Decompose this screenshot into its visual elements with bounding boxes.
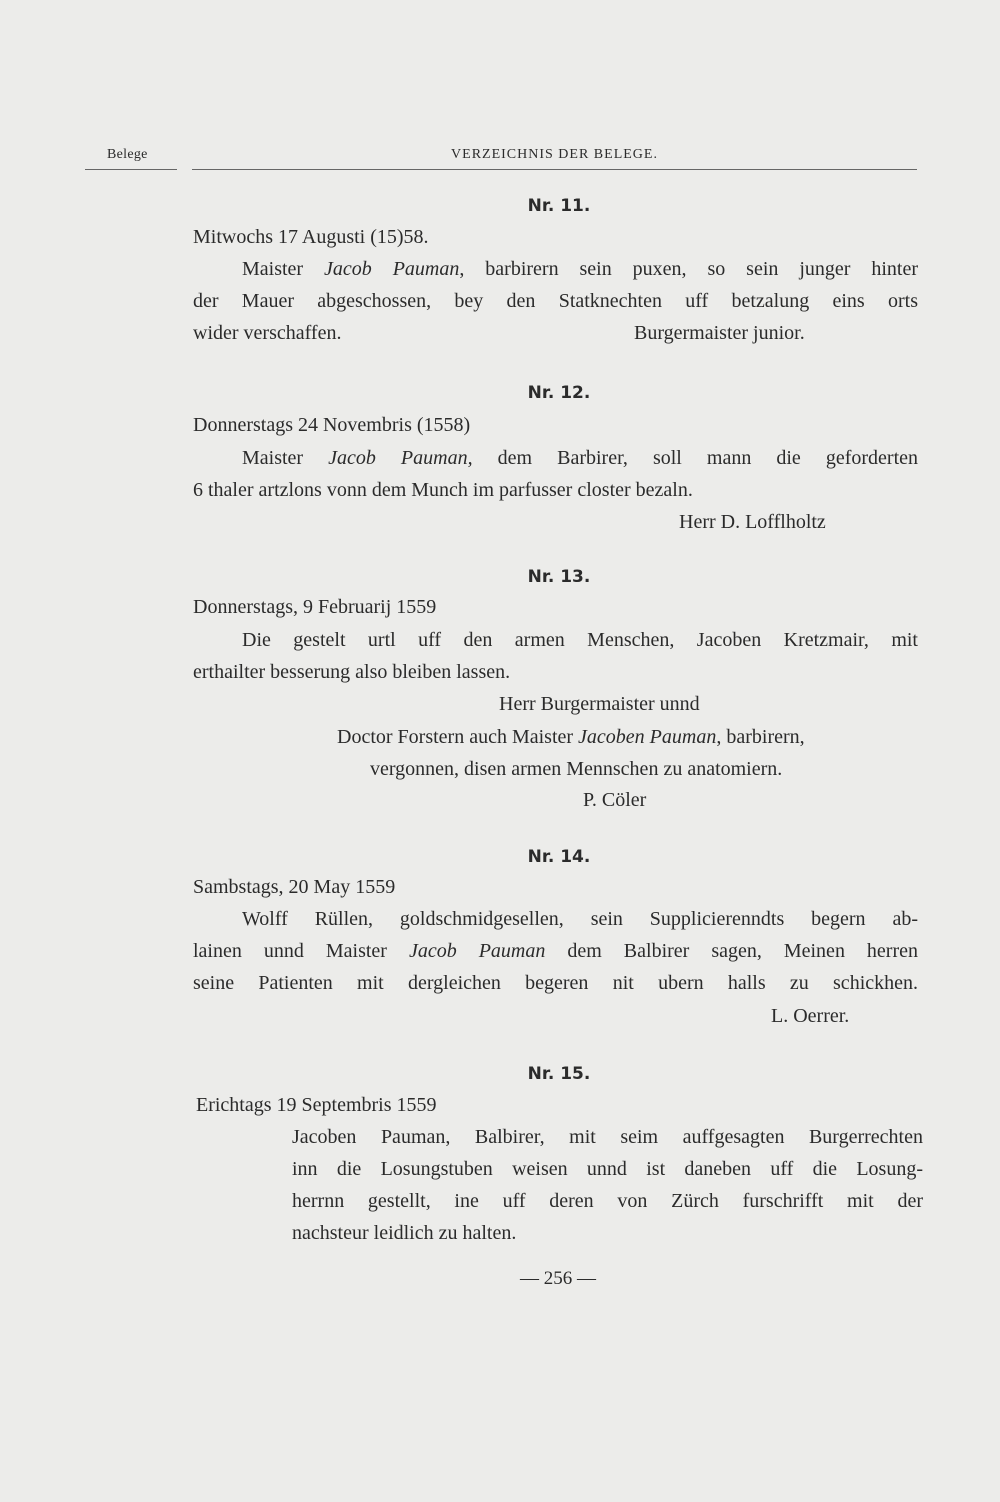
running-title: VERZEICHNIS DER BELEGE. xyxy=(192,147,917,170)
entry-line: der Mauer abgeschossen, bey den Statknechten uff betzalung eins orts xyxy=(193,290,918,312)
entry-date: Erichtags 19 Septembris 1559 xyxy=(196,1094,437,1116)
signature: Herr D. Lofflholtz xyxy=(679,511,826,533)
entry-number: Nr. 15. xyxy=(527,1064,591,1084)
entry-line: nachsteur leidlich zu halten. xyxy=(292,1222,517,1244)
entry-line: Maister Jacob Pauman, dem Barbirer, soll mann die geforderten xyxy=(242,447,918,469)
entry-number: Nr. 12. xyxy=(527,383,591,403)
entry-line: wider verschaffen. xyxy=(193,322,342,344)
entry-date: Donnerstags, 9 Februarij 1559 xyxy=(193,596,437,618)
entry-line: 6 thaler artzlons vonn dem Munch im parfusser closter bezaln. xyxy=(193,479,693,501)
entry-line: Herr Burgermaister unnd xyxy=(499,693,700,715)
entry-line: seine Patienten mit dergleichen begeren nit ubern halls zu schickhen. xyxy=(193,972,918,994)
entry-date: Donnerstags 24 Novembris (1558) xyxy=(193,414,471,436)
entry-line: Die gestelt urtl uff den armen Menschen, Jacoben Kretzmair, mit xyxy=(242,629,918,651)
signature: P. Cöler xyxy=(583,789,647,811)
side-label: Belege xyxy=(85,147,177,170)
entry-line: vergonnen, disen armen Mennschen zu anatomiern. xyxy=(370,758,783,780)
entry-line: inn die Losungstuben weisen unnd ist daneben uff die Losung- xyxy=(292,1158,923,1180)
entry-line: lainen unnd Maister Jacob Pauman dem Balbirer sagen, Meinen herren xyxy=(193,940,919,962)
entry-line: herrnn gestellt, ine uff deren von Zürch furschrifft mit der xyxy=(292,1190,923,1212)
page-number: — 256 — xyxy=(520,1268,596,1289)
entry-line: Maister Jacob Pauman, barbirern sein puxen, so sein junger hinter xyxy=(242,258,918,280)
entry-date: Sambstags, 20 May 1559 xyxy=(193,876,396,898)
entry-line: Jacoben Pauman, Balbirer, mit seim auffgesagten Burgerrechten xyxy=(292,1126,923,1148)
entry-number: Nr. 14. xyxy=(527,847,591,867)
entry-date: Mitwochs 17 Augusti (15)58. xyxy=(193,226,429,248)
entry-line: Wolff Rüllen, goldschmidgesellen, sein Supplicierenndts begern ab- xyxy=(242,908,918,930)
entry-line: Doctor Forstern auch Maister Jacoben Pauman, barbirern, xyxy=(337,726,805,748)
signature: L. Oerrer. xyxy=(771,1005,850,1027)
signature: Burgermaister junior. xyxy=(634,322,805,344)
entry-line: erthailter besserung also bleiben lassen. xyxy=(193,661,511,683)
entry-number: Nr. 13. xyxy=(527,567,591,587)
entry-number: Nr. 11. xyxy=(527,196,591,216)
